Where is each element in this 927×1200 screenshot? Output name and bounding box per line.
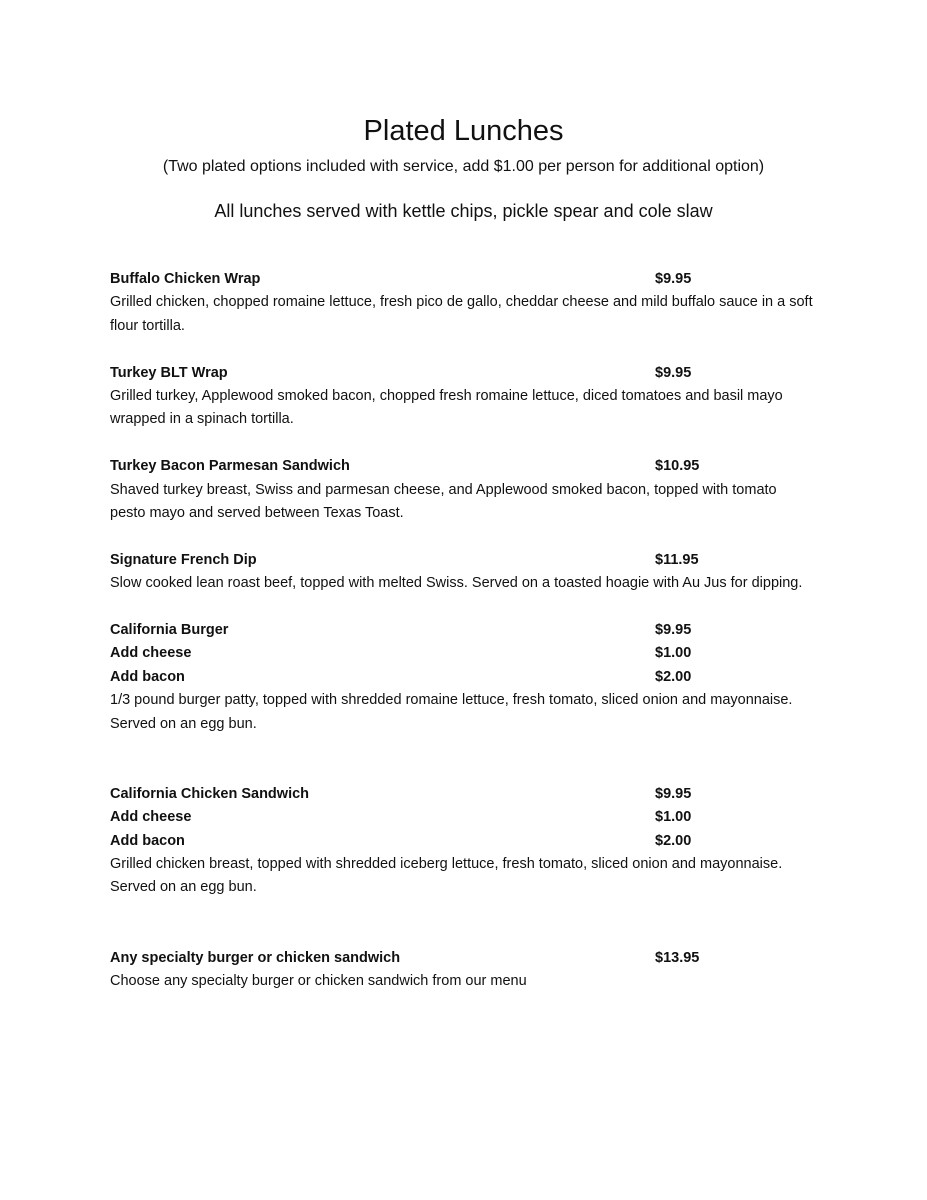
item-name: California Burger — [110, 621, 229, 638]
item-price: $11.95 — [655, 551, 699, 568]
item-line — [110, 947, 830, 970]
item-description: Slow cooked lean roast beef, topped with melted Swiss. Served on a toasted hoagie with Au Jus for dipping. — [110, 575, 803, 592]
item-line — [110, 455, 830, 478]
addon-price: $2.00 — [655, 832, 692, 849]
item-line — [110, 549, 830, 572]
item-name: Signature French Dip — [110, 551, 257, 568]
item-description: Grilled chicken breast, topped with shredded iceberg lettuce, fresh tomato, sliced onion and mayonnaise. Served on an egg bun. — [110, 855, 783, 896]
item-price: $9.95 — [655, 621, 692, 638]
item-addon-line — [110, 830, 830, 853]
item-line — [110, 783, 830, 806]
item-price: $9.95 — [655, 785, 692, 802]
page-subtitle: (Two plated options included with service, add $1.00 per person for additional option) — [162, 158, 765, 175]
item-name: California Chicken Sandwich — [110, 785, 310, 802]
item-price: $9.95 — [655, 364, 692, 381]
addon-name: Add bacon — [110, 832, 185, 849]
addon-name: Add bacon — [110, 668, 185, 685]
page-tagline: All lunches served with kettle chips, pickle spear and cole slaw — [214, 201, 713, 221]
addon-price: $1.00 — [655, 809, 692, 826]
item-name: Buffalo Chicken Wrap — [110, 271, 261, 287]
item-addon-line — [110, 666, 830, 689]
item-addon-line — [110, 806, 830, 829]
item-name: Turkey BLT Wrap — [110, 364, 228, 381]
item-description: Grilled turkey, Applewood smoked bacon, chopped fresh romaine lettuce, diced tomatoes and basil mayo wrapped in a spinach tortilla. — [110, 387, 783, 428]
item-name: Turkey Bacon Parmesan Sandwich — [110, 458, 350, 475]
menu-item — [110, 549, 830, 596]
item-price: $9.95 — [655, 271, 692, 287]
menu-item — [110, 783, 830, 900]
item-name: Any specialty burger or chicken sandwich — [110, 949, 401, 966]
menu-item — [110, 362, 830, 432]
item-description: 1/3 pound burger patty, topped with shredded romaine lettuce, fresh tomato, sliced onion and mayonnaise. Served on an egg bun. — [110, 692, 793, 732]
menu-item — [110, 455, 830, 525]
item-addon-line — [110, 642, 830, 665]
item-price: $13.95 — [655, 949, 700, 966]
menu-list — [110, 268, 830, 993]
item-description: Choose any specialty burger or chicken sandwich from our menu — [110, 972, 527, 989]
menu-item — [110, 619, 830, 736]
item-description: Grilled chicken, chopped romaine lettuce, fresh pico de gallo, cheddar cheese and mild buffalo sauce in a soft flour tortilla. — [110, 294, 813, 334]
page-title: Plated Lunches — [363, 115, 564, 147]
item-line — [110, 362, 830, 385]
addon-name: Add cheese — [110, 645, 192, 662]
item-line — [110, 268, 830, 291]
menu-item — [110, 947, 830, 994]
item-price: $10.95 — [655, 458, 700, 475]
item-description: Shaved turkey breast, Swiss and parmesan cheese, and Applewood smoked bacon, topped with tomato pesto mayo and served between Texas Toast. — [110, 481, 777, 521]
addon-price: $2.00 — [655, 668, 692, 685]
addon-name: Add cheese — [110, 809, 192, 826]
addon-price: $1.00 — [655, 645, 692, 662]
item-line — [110, 619, 830, 642]
menu-item — [110, 268, 830, 338]
